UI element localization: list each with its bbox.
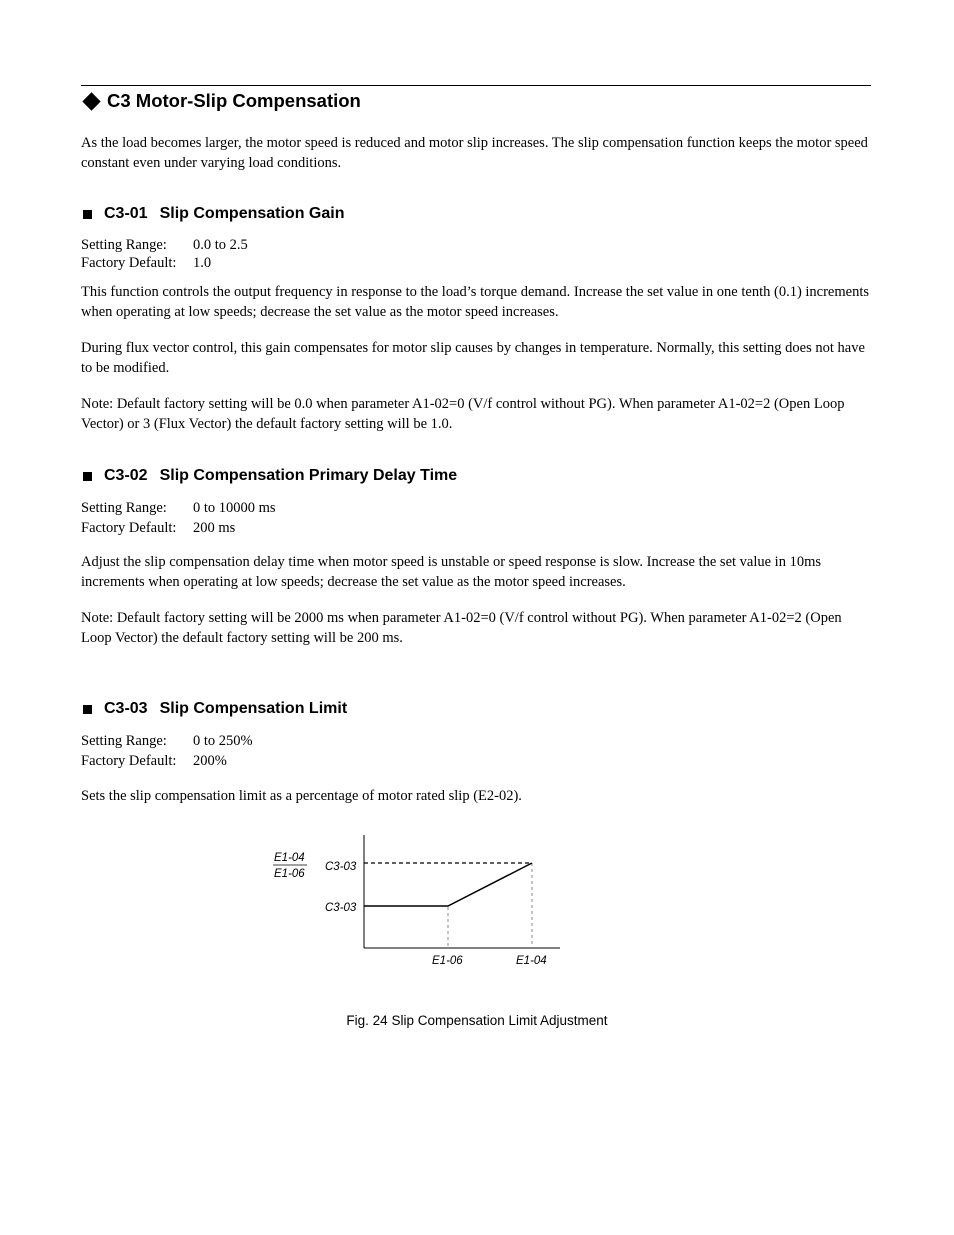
paragraph-c3-01-b (81, 339, 871, 378)
section-title-text: C3 Motor-Slip Compensation (107, 90, 361, 111)
section-title (81, 90, 361, 112)
setting-range-label: Setting Range: (81, 237, 167, 253)
square-bullet-icon (83, 210, 92, 219)
factory-default-value: 200% (193, 753, 227, 769)
square-bullet-icon (83, 472, 92, 481)
setting-range-value: 0 to 250% (193, 733, 253, 749)
setting-range-value: 0.0 to 2.5 (193, 237, 248, 253)
setting-range-row (81, 731, 871, 751)
figure-caption: Fig. 24 Slip Compensation Limit Adjustment (346, 1013, 608, 1028)
y-fraction-numerator: E1-04 (274, 852, 305, 864)
setting-range-row (81, 236, 871, 254)
paragraph: This function controls the output frequency in response to the load’s torque demand. Increase the set value in one tenth (0.1) increments when operating at low speeds; decrease the set value as the motor speed increases. (81, 284, 870, 320)
x-tick-label-e1-06: E1-06 (432, 955, 463, 967)
y-tick-upper-label: C3-03 (325, 861, 357, 873)
param-heading-c3-02 (81, 467, 457, 485)
paragraph-c3-01-c (81, 395, 871, 434)
setting-range-row (81, 498, 871, 518)
factory-default-value: 200 ms (193, 520, 236, 536)
param-heading-c3-01 (81, 205, 344, 223)
paragraph-c3-02-b (81, 609, 871, 648)
slip-limit-chart (260, 830, 580, 980)
factory-default-label: Factory Default: (81, 255, 177, 271)
param-code: C3-01 (104, 205, 148, 222)
param-code: C3-03 (104, 700, 148, 717)
param-code: C3-02 (104, 467, 148, 484)
setting-range-label: Setting Range: (81, 733, 167, 749)
y-tick-lower-label: C3-03 (325, 902, 357, 914)
param-name: Slip Compensation Limit (159, 700, 348, 717)
param-settings-c3-02 (81, 498, 871, 538)
paragraph: Sets the slip compensation limit as a percentage of motor rated slip (E2-02). (81, 788, 522, 804)
factory-default-value: 1.0 (193, 255, 212, 271)
setting-range-label: Setting Range: (81, 500, 167, 516)
paragraph: Note: Default factory setting will be 2000 ms when parameter A1-02=0 (V/f control without PG). When parameter A1-02=2 (Open Loop Vector) the default factory setting will be 200 ms. (81, 610, 842, 646)
intro-paragraph-block (81, 134, 871, 173)
factory-default-row (81, 254, 871, 272)
paragraph: Adjust the slip compensation delay time when motor speed is unstable or speed response is slow. Increase the set value in 10ms increments when operating at low speeds; decrease the set value as the motor speed increases. (81, 554, 822, 590)
factory-default-row (81, 751, 871, 771)
factory-default-label: Factory Default: (81, 520, 177, 536)
param-name: Slip Compensation Gain (159, 205, 345, 222)
y-fraction-denominator: E1-06 (274, 868, 305, 880)
paragraph: Note: Default factory setting will be 0.0 when parameter A1-02=0 (V/f control without PG). When parameter A1-02=2 (Open Loop Vector) or 3 (Flux Vector) the default factory setting will be 1.0. (81, 396, 845, 432)
param-settings-c3-03 (81, 731, 871, 771)
param-name: Slip Compensation Primary Delay Time (159, 467, 458, 484)
slip-limit-series-line (364, 863, 532, 906)
param-settings-c3-01 (81, 236, 871, 272)
param-heading-c3-03 (81, 700, 347, 718)
paragraph-c3-02-a (81, 553, 871, 592)
setting-range-value: 0 to 10000 ms (193, 500, 276, 516)
factory-default-row (81, 518, 871, 538)
factory-default-label: Factory Default: (81, 753, 177, 769)
paragraph-c3-03-a (81, 787, 871, 807)
paragraph: During flux vector control, this gain compensates for motor slip causes by changes in temperature. Normally, this setting does not have to be modified. (81, 340, 865, 376)
x-tick-label-e1-04: E1-04 (516, 955, 547, 967)
diamond-bullet-icon (82, 92, 100, 110)
square-bullet-icon (83, 705, 92, 714)
top-rule (81, 85, 871, 86)
intro-paragraph: As the load becomes larger, the motor speed is reduced and motor slip increases. The slip compensation function keeps the motor speed constant even under varying load conditions. (81, 135, 868, 171)
paragraph-c3-01-a (81, 283, 871, 322)
